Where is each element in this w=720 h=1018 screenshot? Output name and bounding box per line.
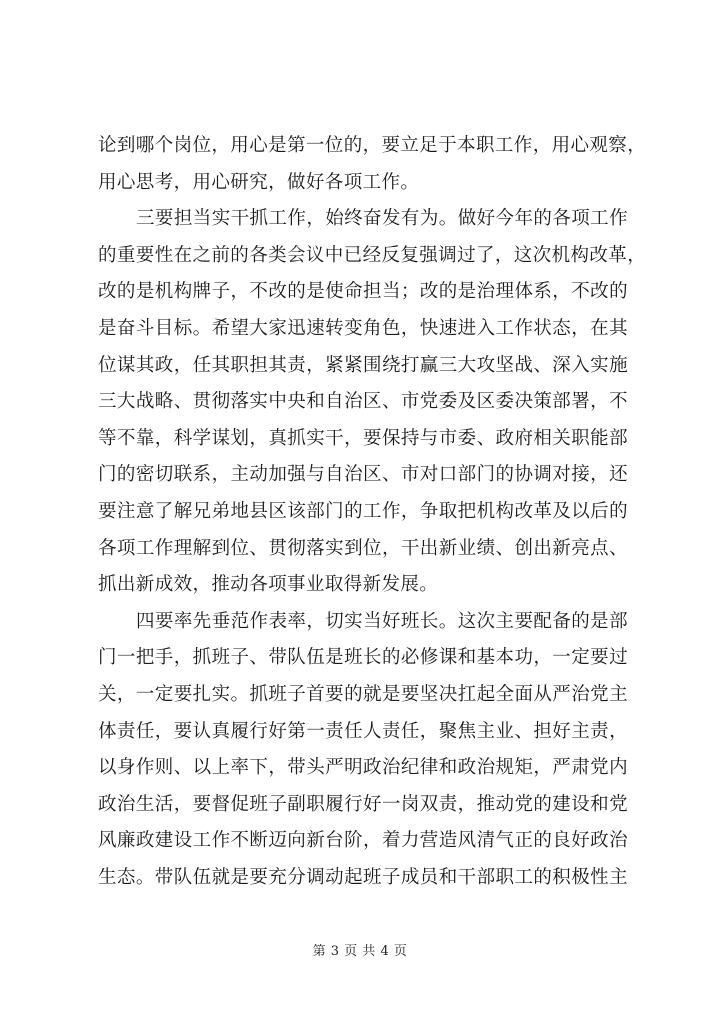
- text-line: 各项工作理解到位、贯彻落实到位，干出新业绩、创出新亮点、: [98, 537, 628, 559]
- body-text: [98, 128, 647, 896]
- text-line: 抓出新成效，推动各项事业取得新发展。: [98, 574, 439, 596]
- text-line: 要注意了解兄弟地县区该部门的工作，争取把机构改革及以后的: [98, 500, 628, 522]
- text-line: 门一把手，抓班子、带队伍是班长的必修课和基本功，一定要过: [98, 647, 628, 669]
- text-line: 用心思考，用心研究，做好各项工作。: [98, 171, 420, 193]
- text-line: 门的密切联系，主动加强与自治区、市对口部门的协调对接，还: [98, 464, 628, 486]
- page-footer: [0, 940, 720, 959]
- text-line: 等不靠，科学谋划，真抓实干，要保持与市委、政府相关职能部: [98, 427, 628, 449]
- text-line: 位谋其政，任其职担其责，紧紧围绕打赢三大攻坚战、深入实施: [98, 354, 628, 376]
- text-line: 体责任，要认真履行好第一责任人责任，聚焦主业、担好主责，: [98, 720, 628, 742]
- text-line: 的重要性在之前的各类会议中已经反复强调过了，这次机构改革，: [98, 244, 647, 266]
- text-line: 三大战略、贯彻落实中央和自治区、市党委及区委决策部署，不: [98, 391, 628, 413]
- text-line: 政治生活，要督促班子副职履行好一岗双责，推动党的建设和党: [98, 793, 628, 815]
- text-line: 关，一定要扎实。抓班子首要的就是要坚决扛起全面从严治党主: [98, 683, 628, 705]
- page-number: 第 3 页 共 4 页: [312, 944, 408, 959]
- text-line: 改的是机构牌子，不改的是使命担当；改的是治理体系，不改的: [98, 281, 628, 303]
- text-line: 论到哪个岗位，用心是第一位的，要立足于本职工作，用心观察，: [98, 135, 647, 156]
- text-line: 以身作则、以上率下，带头严明政治纪律和政治规矩，严肃党内: [98, 757, 628, 779]
- text-line: 是奋斗目标。希望大家迅速转变角色，快速进入工作状态，在其: [98, 317, 628, 339]
- paragraph-start-line: 三要担当实干抓工作，始终奋发有为。做好今年的各项工作: [136, 208, 628, 230]
- text-line: 生态。带队伍就是要充分调动起班子成员和干部职工的积极性主: [98, 866, 628, 888]
- text-line: 风廉政建设工作不断迈向新台阶，着力营造风清气正的良好政治: [98, 830, 628, 852]
- paragraph-start-line: 四要率先垂范作表率，切实当好班长。这次主要配备的是部: [136, 610, 628, 632]
